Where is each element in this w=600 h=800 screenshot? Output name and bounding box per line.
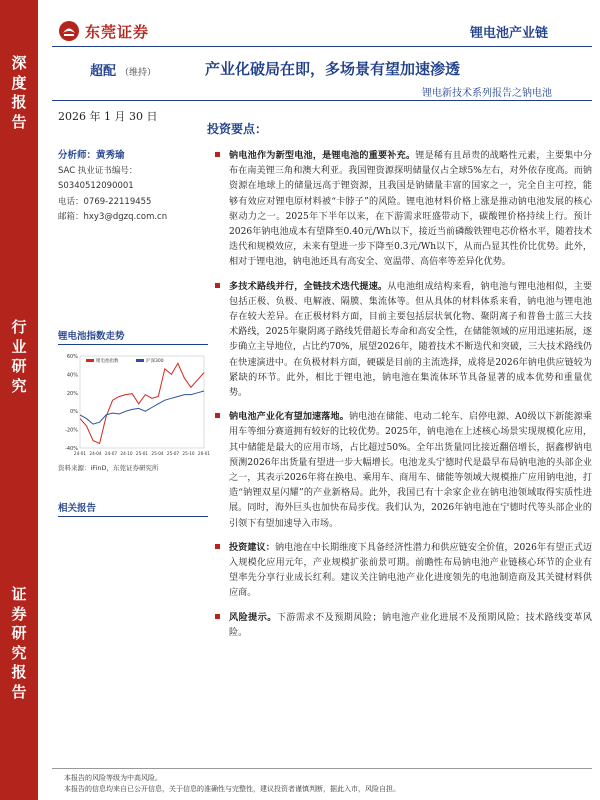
x-tick-label: 24-04 [89, 451, 102, 456]
key-point-lead: 投资建议： [229, 541, 275, 553]
bullet-icon [215, 152, 220, 157]
x-tick-label: 25-07 [166, 451, 180, 456]
footer-line: 本报告的风险等级为中高风险。 [64, 774, 162, 782]
series-line-1 [80, 363, 204, 443]
x-tick-label: 24-10 [120, 451, 133, 456]
key-point-lead: 多技术路线并行，全链技术迭代提速。 [229, 280, 388, 292]
x-tick-label: 24-01 [73, 451, 87, 456]
sidebar-label-industry: 行 业 研 究 [11, 318, 27, 395]
analyst-email: 邮箱：hxy3@dgzq.com.cn [58, 212, 168, 222]
analyst-line: SAC 执业证书编号： [58, 165, 138, 176]
chart-title: 锂电池指数走势 [58, 331, 125, 342]
footer-disclaimer [64, 773, 400, 795]
key-point-3 [207, 409, 592, 532]
key-point-2 [207, 279, 592, 402]
y-tick-label: 40% [66, 372, 78, 379]
y-tick-label: -20% [65, 427, 78, 434]
legend-label: 锂电池指数 [96, 359, 119, 364]
key-point-1 [207, 148, 592, 271]
x-tick-label: 24-07 [104, 451, 118, 456]
analyst-info [58, 148, 167, 226]
main-content [207, 148, 592, 649]
sidebar-label-report-type: 深 度 报 告 [11, 54, 27, 131]
related-divider [58, 516, 208, 517]
key-point-text: 下游需求不及预期风险；钠电池产业化进展不及预期风险；技术路线变革风险。 [229, 612, 592, 638]
sidebar-label-securities: 证 券 研 究 报 告 [11, 585, 27, 701]
key-point-4 [207, 540, 592, 602]
title-divider [52, 100, 592, 101]
key-point-lead: 风险提示。 [229, 611, 277, 623]
section-title: 投资要点： [207, 122, 268, 136]
y-tick-label: 60% [66, 354, 78, 360]
key-point-text: 钠电池在中长期维度下具备经济性潜力和供应链安全价值，2026年有望正式迈入规模化应用元年，产业规模扩张前景可期。前瞻性布局钠电池产业链核心环节的企业有望率先分享行业成长红利。建议关注钠电池产业化进度领先的电池制造商及其关键材料供应商。 [229, 542, 592, 599]
chart-source: 资料来源：iFinD，东莞证券研究所 [58, 464, 159, 472]
key-point-lead: 钠电池产业化有望加速落地。 [229, 411, 349, 423]
footer-divider [52, 768, 592, 769]
key-point-text: 钠电池在储能、电动二轮车、启停电源、A0级以下新能源乘用车等细分赛道拥有较好的比较优势。2025年，钠电池在上述核心场景实现规模化应用，其中储能是最大的应用市场，占比超过50%。全年出货量同比接近翻倍增长，据鑫椤钠电预测2026年出货量有望进一步大幅增长。电池龙头宁德时代是最早布局钠电池的头部企业之一，其表示2026年将在换电、乘用车、商用车、储能等领域大规模推广应用钠电池，打造“钠锂双星闪耀”的产业新格局。此外，我国已有十余家企业在钠电池领域取得实质性进展。同时，海外巨头也加快布局步伐。我们认为，2026年钠电池在宁德时代等头部企业的引领下有望加速导入市场。 [229, 412, 592, 529]
report-subtitle: 锂电新技术系列报告之钠电池 [422, 88, 552, 99]
x-tick-label: 25-04 [151, 451, 164, 456]
rating [90, 60, 156, 79]
logo-icon [58, 20, 80, 42]
report-date: 2026 年 1 月 30 日 [58, 110, 158, 123]
series-line-2 [80, 391, 204, 424]
legend-label: 沪深300 [146, 359, 164, 364]
bullet-icon [215, 283, 220, 288]
x-tick-label: 25-01 [135, 451, 149, 456]
rating-value: 超配 [90, 64, 117, 79]
key-point-text: 锂是稀有且昂贵的战略性元素，主要集中分布在南美锂三角和澳大利亚。我国锂资源探明储量仅占全球5%左右，对外依存度高。而钠资源在地球上的储量远高于锂资源，且我国是钠储量丰富的国家之一，完全自主可控，能够有效应对锂电原材料被“卡脖子”的风险。锂电池材料价格上涨是推动钠电池发展的核心驱动力之一。2025年下半年以来，在下游需求旺盛带动下，碳酸锂价格持续上行。预计2026年钠电池成本有望降至0.40元/Wh以下，接近当前磷酸铁锂电芯价格水平，随着技术迭代和规模效应，未来有望进一步下降至0.3元/Wh以下，从而凸显其性价比优势。此外，相对于锂电池，钠电池还具有高安全、宽温带、高倍率等差异化优势。 [229, 151, 592, 268]
x-tick-label: 26-01 [197, 451, 211, 456]
logo-text: 东莞证券 [85, 22, 150, 41]
key-point-text: 从电池组成结构来看，钠电池与锂电池相似，主要包括正极、负极、电解液、隔膜、集流体等。但从具体的材料体系来看，钠电池与锂电池存在较大差异。在正极材料方面，目前主要包括层状氧化物、聚阴离子和普鲁士蓝三大技术路线，2025年聚阴离子路线凭借超长寿命和高安全性，在储能领域的应用迅速拓展，逐步确立主导地位，占比约70%，展望2026年，随着技术不断迭代和突破，三大技术路线仍在快速演进中。在负极材料方面，硬碳是目前的主流选择，成将是2026年钠电供应链较为紧缺的环节。此外，相比于锂电池，钠电池在集流体环节具备显著的成本优势和重量优势。 [229, 281, 592, 399]
analyst-line: 电话：0769-22119455 [58, 196, 152, 207]
legend-swatch [136, 359, 144, 362]
rating-note: （维持） [120, 68, 157, 78]
key-point-5 [207, 610, 592, 641]
key-point-lead: 钠电池作为新型电池，是锂电池的重要补充。 [229, 150, 416, 161]
header-divider [52, 46, 592, 47]
industry-tag: 锂电池产业链 [469, 26, 548, 41]
report-title: 产业化破局在即，多场景有望加速渗透 [205, 60, 461, 78]
related-reports-title: 相关报告 [58, 503, 97, 514]
y-tick-label: 0% [70, 409, 78, 416]
analyst-name: 分析师：黄秀瑜 [58, 150, 125, 161]
index-trend-chart [58, 348, 211, 463]
bullet-icon [215, 544, 220, 549]
y-tick-label: -40% [65, 446, 78, 452]
chart-frame [80, 356, 204, 448]
bullet-icon [215, 413, 220, 418]
chart-title-divider [58, 344, 208, 345]
bullet-icon [215, 614, 220, 619]
company-logo [58, 20, 149, 42]
x-tick-label: 25-10 [182, 451, 195, 456]
footer-line: 本报告的信息均来自已公开信息，关于信息的准确性与完整性，建议投资者谨慎判断，据此入市，风险自担。 [64, 785, 400, 793]
legend-swatch [86, 359, 94, 362]
analyst-line: S0340512090001 [58, 181, 134, 191]
y-tick-label: 20% [66, 390, 78, 397]
